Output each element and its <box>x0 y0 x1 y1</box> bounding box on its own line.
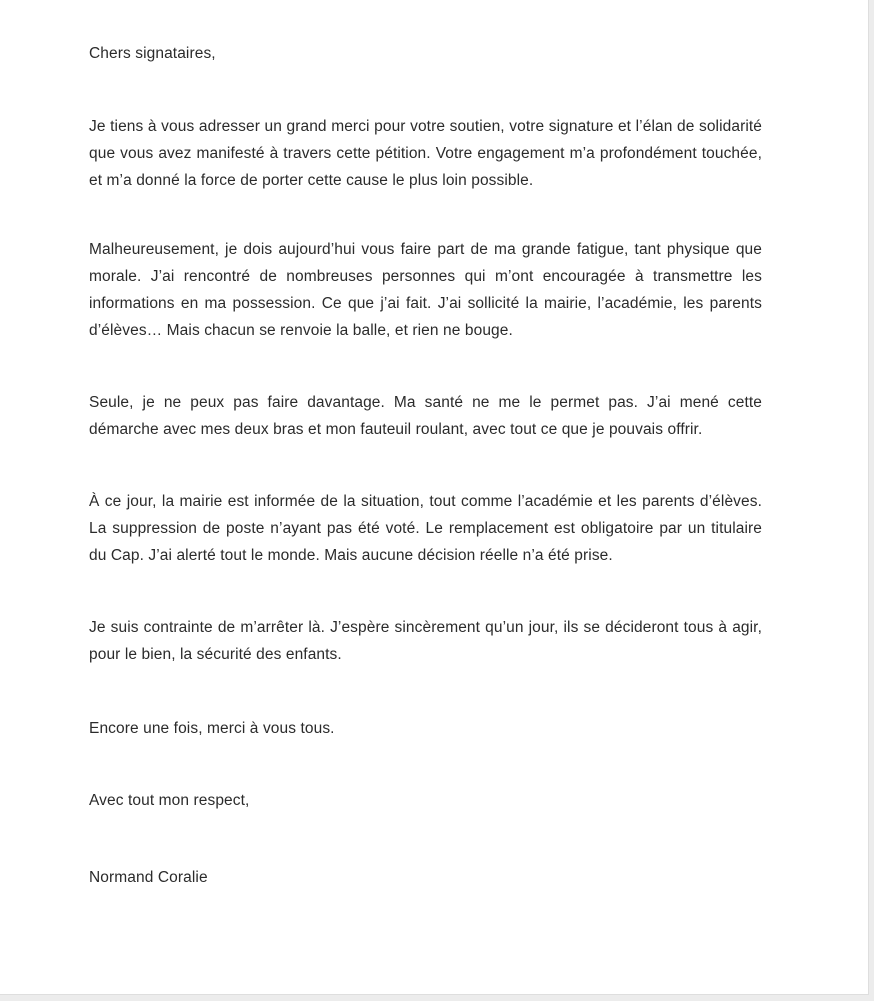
letter-paragraph-thanks: Je tiens à vous adresser un grand merci pour votre soutien, votre signature et l’élan de solidarité que vous avez manifesté à travers cette pétition. Votre engagement m’a profondément touchée, et m’a donné la force de porter cette cause le plus loin possible. <box>89 118 762 189</box>
letter-paragraph-health: Seule, je ne peux pas faire davantage. Ma santé ne me le permet pas. J’ai mené cette démarche avec mes deux bras et mon fauteuil roulant, avec tout ce que je pouvais offrir. <box>89 394 762 438</box>
letter-paragraph-stop: Je suis contrainte de m’arrêter là. J’espère sincèrement qu’un jour, ils se décideront tous à agir, pour le bien, la sécurité des enfants. <box>89 619 762 663</box>
letter-paragraph-status: À ce jour, la mairie est informée de la situation, tout comme l’académie et les parents d’élèves. La suppression de poste n’ayant pas été voté. Le remplacement est obligatoire par un titulaire du Cap. J’ai alerté tout le monde. Mais aucune décision réelle n’a été prise. <box>89 493 762 564</box>
letter-closing-thanks: Encore une fois, merci à vous tous. <box>89 720 335 737</box>
letter-valediction: Avec tout mon respect, <box>89 792 250 809</box>
letter-paragraph-fatigue: Malheureusement, je dois aujourd’hui vous faire part de ma grande fatigue, tant physique que morale. J’ai rencontré de nombreuses personnes qui m’ont encouragée à transmettre les informations en ma possession. Ce que j’ai fait. J’ai sollicité la mairie, l’académie, les parents d’élèves… Mais chacun se renvoie la balle, et rien ne bouge. <box>89 241 762 339</box>
letter-salutation: Chers signataires, <box>89 45 216 62</box>
letter-signature: Normand Coralie <box>89 869 208 886</box>
